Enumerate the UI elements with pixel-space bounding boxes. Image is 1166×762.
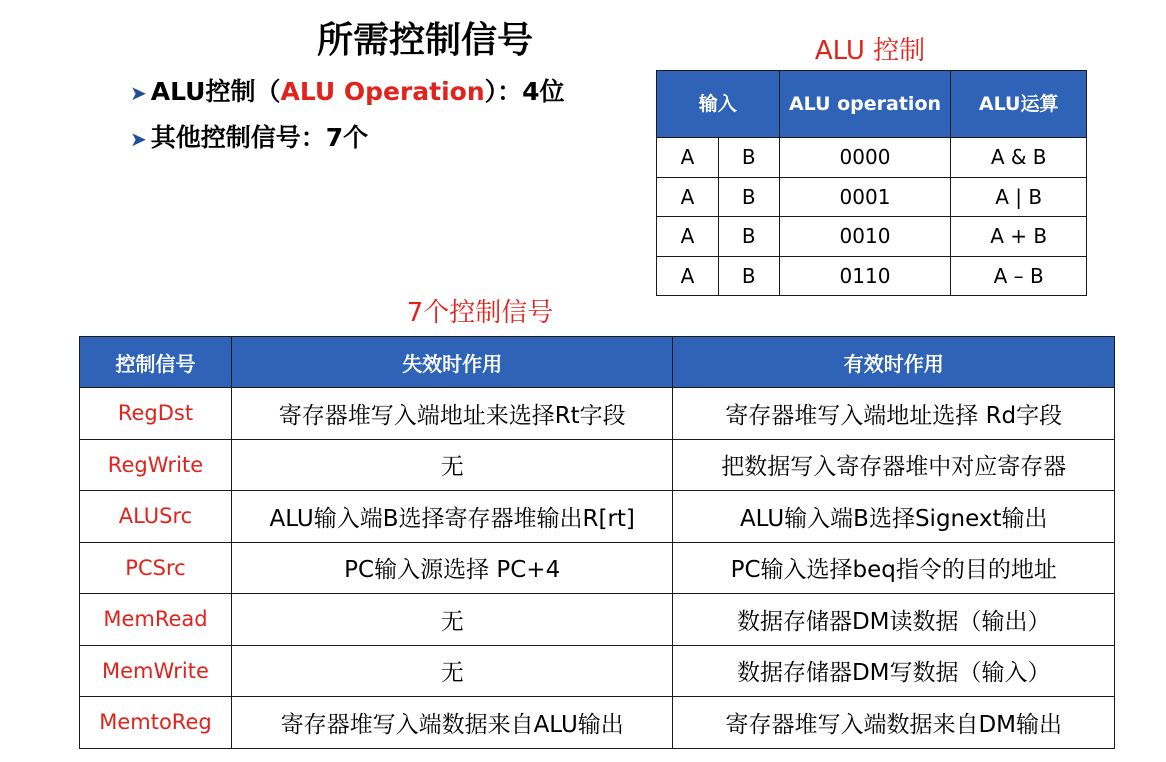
alu-cell-b: B: [718, 217, 779, 257]
signal-inactive-effect: 寄存器堆写入端数据来自ALU输出: [231, 697, 673, 749]
signal-name: PCSrc: [80, 542, 232, 594]
alu-cell-op: 0010: [779, 217, 951, 257]
signal-active-effect: 数据存储器DM写数据（输入）: [673, 645, 1115, 697]
signal-header-name: 控制信号: [80, 337, 232, 388]
bullet-other-signals: [130, 118, 368, 154]
signal-inactive-effect: PC输入源选择 PC+4: [231, 542, 673, 594]
table-row: [657, 217, 1087, 257]
signal-active-effect: 把数据写入寄存器堆中对应寄存器: [673, 439, 1115, 491]
control-signal-table: [79, 336, 1115, 749]
alu-cell-a: A: [657, 256, 719, 296]
table-row: [657, 138, 1087, 178]
bullet-other-text: 其他控制信号：7个: [150, 123, 369, 152]
alu-header-operation: ALU operation: [779, 71, 951, 138]
alu-table-header-row: [657, 71, 1087, 138]
table-row: [80, 388, 1115, 440]
alu-cell-a: A: [657, 177, 719, 217]
table-row: [80, 645, 1115, 697]
bullet-alu-control: [130, 72, 565, 108]
alu-cell-op: 0001: [779, 177, 951, 217]
alu-header-result: ALU运算: [951, 71, 1087, 138]
arrow-bullet-icon: ➤: [130, 81, 147, 105]
table-row: [80, 697, 1115, 749]
signal-active-effect: 寄存器堆写入端地址选择 Rd字段: [673, 388, 1115, 440]
signal-inactive-effect: ALU输入端B选择寄存器堆输出R[rt]: [231, 491, 673, 543]
signal-table-header-row: [80, 337, 1115, 388]
table-row: [80, 491, 1115, 543]
alu-cell-b: B: [718, 256, 779, 296]
signal-inactive-effect: 无: [231, 645, 673, 697]
alu-cell-op: 0110: [779, 256, 951, 296]
signal-inactive-effect: 寄存器堆写入端地址来选择Rt字段: [231, 388, 673, 440]
alu-cell-a: A: [657, 217, 719, 257]
signal-active-effect: 寄存器堆写入端数据来自DM输出: [673, 697, 1115, 749]
alu-cell-b: B: [718, 177, 779, 217]
alu-table-caption: ALU 控制: [814, 36, 926, 66]
signal-name: ALUSrc: [80, 491, 232, 543]
alu-cell-result: A – B: [951, 256, 1087, 296]
alu-control-table: [656, 70, 1087, 296]
signal-active-effect: PC输入选择beq指令的目的地址: [673, 542, 1115, 594]
table-row: [80, 542, 1115, 594]
bullet-alu-suffix: ）：4位: [484, 77, 565, 106]
signal-name: MemWrite: [80, 645, 232, 697]
bullet-alu-prefix: ALU控制（: [150, 77, 281, 106]
table-row: [657, 177, 1087, 217]
signal-inactive-effect: 无: [231, 594, 673, 646]
table-row: [80, 594, 1115, 646]
signal-name: RegWrite: [80, 439, 232, 491]
page-title: 所需控制信号: [316, 19, 533, 61]
table-row: [80, 439, 1115, 491]
signal-name: MemRead: [80, 594, 232, 646]
alu-cell-op: 0000: [779, 138, 951, 178]
bullet-alu-operation: ALU Operation: [280, 77, 485, 106]
signal-inactive-effect: 无: [231, 439, 673, 491]
alu-header-input: 输入: [657, 71, 780, 138]
signal-active-effect: 数据存储器DM读数据（输出）: [673, 594, 1115, 646]
alu-cell-result: A | B: [951, 177, 1087, 217]
alu-cell-result: A & B: [951, 138, 1087, 178]
signal-name: RegDst: [80, 388, 232, 440]
signal-table-caption: 7个控制信号: [406, 298, 554, 328]
signal-name: MemtoReg: [80, 697, 232, 749]
alu-cell-a: A: [657, 138, 719, 178]
alu-cell-result: A + B: [951, 217, 1087, 257]
signal-header-inactive: 失效时作用: [231, 337, 673, 388]
arrow-bullet-icon: ➤: [130, 127, 147, 151]
signal-active-effect: ALU输入端B选择Signext输出: [673, 491, 1115, 543]
signal-header-active: 有效时作用: [673, 337, 1115, 388]
table-row: [657, 256, 1087, 296]
alu-cell-b: B: [718, 138, 779, 178]
